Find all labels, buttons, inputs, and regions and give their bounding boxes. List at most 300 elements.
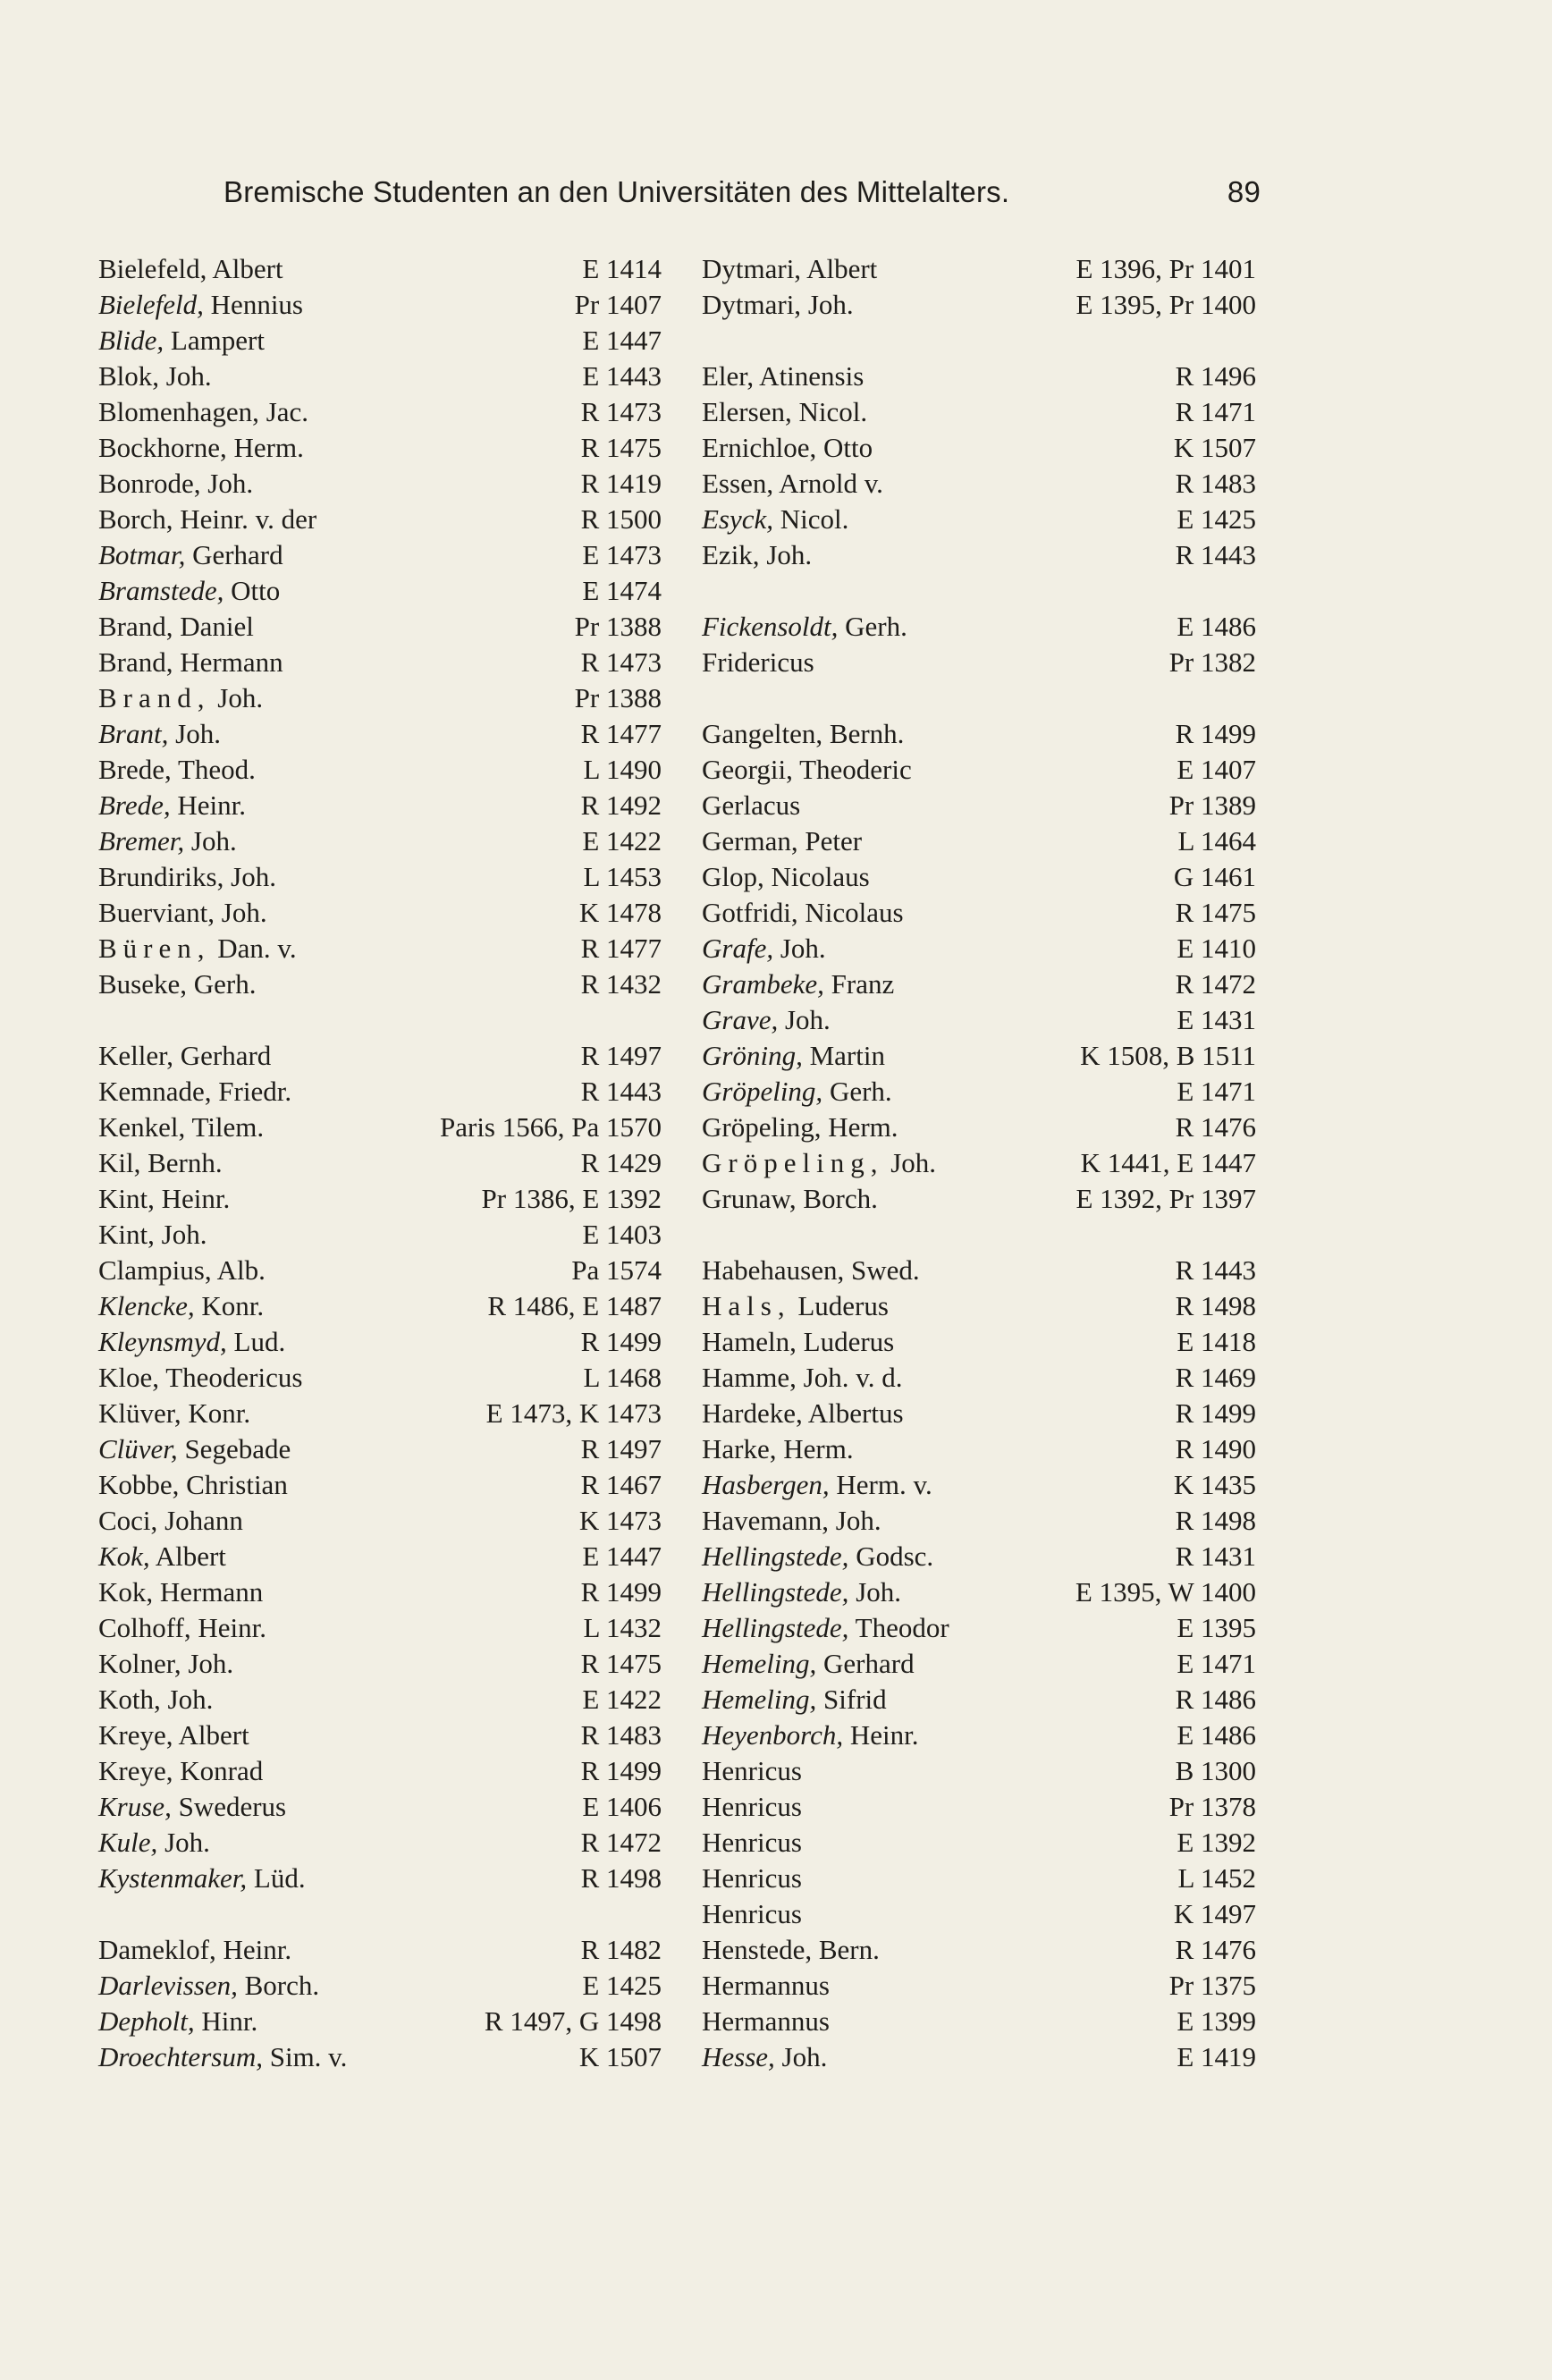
entry-given-name: Alb. <box>211 1254 266 1286</box>
entry-surname: Elersen, <box>702 396 792 427</box>
register-entry <box>98 680 662 716</box>
entry-matriculation: R 1429 <box>580 1147 662 1178</box>
entry-surname: Grafe, <box>702 933 774 964</box>
entry-surname: Kreye, <box>98 1755 173 1786</box>
entry-surname: Blide, <box>98 325 164 356</box>
register-entry <box>702 1431 1256 1467</box>
register-entry <box>98 823 662 859</box>
register-entry <box>702 1682 1256 1717</box>
entry-given-name: Swederus <box>171 1791 287 1822</box>
entry-surname: Buerviant, <box>98 897 215 928</box>
entry-name <box>98 1110 264 1145</box>
register-entry <box>702 1646 1256 1682</box>
entry-given-name: Joh. <box>154 1219 207 1250</box>
entry-name <box>702 1110 898 1145</box>
entry-matriculation: Pa 1574 <box>571 1254 662 1286</box>
entry-matriculation: R 1486 <box>1175 1684 1256 1715</box>
register-entry <box>98 1646 662 1682</box>
entry-matriculation: R 1499 <box>1175 1397 1256 1429</box>
entry-surname: Depholt, <box>98 2005 195 2037</box>
entry-given-name: Albert <box>173 1719 249 1751</box>
entry-given-name: Albert <box>207 253 283 284</box>
entry-surname: Clampius, <box>98 1254 212 1286</box>
entry-name <box>98 931 297 966</box>
entry-name <box>702 752 912 788</box>
entry-surname: Henricus <box>702 1791 802 1822</box>
entry-matriculation: R 1475 <box>1175 897 1256 928</box>
entry-matriculation: E 1395 <box>1177 1612 1256 1643</box>
entry-surname: Brede, <box>98 789 171 821</box>
entry-name <box>98 823 237 859</box>
entry-surname: Bockhorne, <box>98 432 227 463</box>
entry-surname: Blomenhagen, <box>98 396 259 427</box>
entry-given-name: Theodor <box>848 1612 949 1643</box>
entry-surname: Büren, <box>98 933 211 964</box>
entry-name <box>98 1789 286 1825</box>
entry-given-name: Atinensis <box>754 360 865 392</box>
entry-name <box>98 1145 223 1181</box>
entry-name <box>702 931 826 966</box>
register-entry <box>98 1324 662 1360</box>
entry-name <box>702 537 812 573</box>
entry-matriculation: E 1395, W 1400 <box>1075 1576 1256 1608</box>
entry-matriculation: E 1396, Pr 1401 <box>1075 253 1256 284</box>
entry-matriculation: Pr 1388 <box>574 611 662 642</box>
entry-given-name: Joh. <box>181 1648 234 1679</box>
entry-given-name: Joh. <box>215 897 267 928</box>
entry-name <box>702 966 894 1002</box>
entry-given-name: Heinr. <box>154 1183 231 1214</box>
entry-given-name: Herm. <box>776 1433 854 1464</box>
register-entry <box>702 394 1256 430</box>
register-entry <box>702 716 1256 752</box>
entry-matriculation: K 1507 <box>1173 432 1256 463</box>
entry-surname: Colhoff, <box>98 1612 191 1643</box>
entry-matriculation: E 1418 <box>1177 1326 1256 1357</box>
register-entry <box>702 1181 1256 1217</box>
register-entry <box>98 1825 662 1861</box>
entry-matriculation: R 1498 <box>580 1862 662 1894</box>
entry-given-name: Borch. <box>796 1183 878 1214</box>
entry-given-name: Lud. <box>226 1326 286 1357</box>
entry-surname: Hermannus <box>702 1970 830 2001</box>
entry-matriculation: E 1431 <box>1177 1004 1256 1035</box>
entry-name <box>702 1896 802 1932</box>
register-entry <box>98 1574 662 1610</box>
entry-surname: Brede, <box>98 754 172 785</box>
register-entry <box>702 2004 1256 2039</box>
register-entry <box>98 1932 662 1968</box>
register-entry <box>98 1861 662 1896</box>
entry-name <box>702 466 883 502</box>
entry-given-name: Joh. <box>848 1576 902 1608</box>
entry-given-name: Joh. <box>773 933 826 964</box>
entry-matriculation: E 1410 <box>1177 933 1256 964</box>
entry-surname: Henricus <box>702 1827 802 1858</box>
register-entry <box>98 1968 662 2004</box>
register-entry <box>98 645 662 680</box>
register-entry <box>98 1181 662 1217</box>
entry-given-name: Albert <box>149 1540 226 1572</box>
register-entry <box>702 1467 1256 1503</box>
entry-surname: Hamme, <box>702 1362 797 1393</box>
entry-name <box>702 895 904 931</box>
entry-name <box>702 1253 920 1288</box>
entry-given-name: Gerh. <box>838 611 907 642</box>
entry-matriculation: R 1500 <box>580 503 662 535</box>
entry-surname: Dameklof, <box>98 1934 216 1965</box>
entry-matriculation: L 1468 <box>583 1362 662 1393</box>
register-entry <box>98 537 662 573</box>
entry-given-name: Daniel <box>173 611 254 642</box>
entry-given-name: Joh. <box>210 682 264 713</box>
entry-matriculation: K 1435 <box>1173 1469 1256 1500</box>
entry-given-name: Franz <box>823 968 895 1000</box>
entry-surname: Clüver, <box>98 1433 178 1464</box>
entry-matriculation: E 1422 <box>582 825 662 857</box>
entry-given-name: Joh. <box>160 1684 214 1715</box>
entry-matriculation: Pr 1407 <box>574 289 662 320</box>
register-entry <box>98 323 662 359</box>
entry-matriculation: Pr 1378 <box>1168 1791 1256 1822</box>
entry-surname: Kil, <box>98 1147 141 1178</box>
entry-surname: Havemann, <box>702 1505 830 1536</box>
entry-name <box>702 1539 933 1574</box>
entry-name <box>98 323 265 359</box>
entry-surname: Gotfridi, <box>702 897 798 928</box>
entry-matriculation: R 1443 <box>1175 1254 1256 1286</box>
entry-surname: Dytmari, <box>702 253 802 284</box>
right-column <box>702 251 1256 2075</box>
entry-given-name: Heinr. <box>843 1719 919 1751</box>
entry-given-name: Hermann <box>173 646 283 678</box>
entry-matriculation: E 1392 <box>1177 1827 1256 1858</box>
entry-given-name: Joh. <box>224 861 276 892</box>
entry-name <box>98 1074 291 1110</box>
register-entry <box>702 1324 1256 1360</box>
entry-surname: Koth, <box>98 1684 161 1715</box>
entry-given-name: Luderus <box>790 1290 889 1321</box>
entry-name <box>98 1503 243 1539</box>
entry-given-name: Gerh. <box>187 968 257 1000</box>
entry-surname: Brant, <box>98 718 169 749</box>
entry-name <box>702 1467 932 1503</box>
entry-matriculation: R 1432 <box>580 968 662 1000</box>
entry-matriculation: R 1467 <box>580 1469 662 1500</box>
register-entry <box>98 466 662 502</box>
entry-matriculation: R 1443 <box>1175 539 1256 570</box>
entry-name <box>98 1360 302 1396</box>
entry-matriculation: R 1419 <box>580 468 662 499</box>
entry-given-name: Bernh. <box>140 1147 223 1178</box>
register-entry <box>98 2004 662 2039</box>
register-entry <box>98 1288 662 1324</box>
entry-surname: Borch, <box>98 503 173 535</box>
entry-surname: Kemnade, <box>98 1076 212 1107</box>
entry-name <box>702 1396 904 1431</box>
entry-name <box>98 1682 213 1717</box>
entry-matriculation: K 1478 <box>578 897 662 928</box>
register-entry <box>702 1360 1256 1396</box>
entry-matriculation: E 1419 <box>1177 2041 1256 2072</box>
entry-matriculation: E 1447 <box>582 1540 662 1572</box>
entry-surname: Gröpeling, <box>702 1076 823 1107</box>
register-entry <box>98 1396 662 1431</box>
entry-matriculation: R 1475 <box>580 432 662 463</box>
entry-surname: Bramstede, <box>98 575 224 606</box>
entry-name <box>702 859 870 895</box>
entry-surname: Habehausen, <box>702 1254 845 1286</box>
entry-matriculation: E 1406 <box>582 1791 662 1822</box>
entry-matriculation: R 1469 <box>1175 1362 1256 1393</box>
entry-given-name: Gerhard <box>173 1040 272 1071</box>
entry-name <box>702 823 862 859</box>
left-column <box>98 251 662 2075</box>
register-entry <box>702 1038 1256 1074</box>
entry-matriculation: E 1471 <box>1177 1076 1256 1107</box>
entry-name <box>702 1503 881 1539</box>
register-entry <box>98 966 662 1002</box>
entry-name <box>98 1574 263 1610</box>
entry-surname: Botmar, <box>98 539 186 570</box>
entry-matriculation: R 1486, E 1487 <box>487 1290 662 1321</box>
entry-surname: Hellingstede, <box>702 1612 849 1643</box>
register-entry <box>98 1431 662 1467</box>
register-entry <box>702 859 1256 895</box>
entry-surname: Buseke, <box>98 968 188 1000</box>
entry-name <box>702 1145 936 1181</box>
entry-matriculation: K 1507 <box>578 2041 662 2072</box>
entry-given-name: Bernh. <box>822 718 905 749</box>
entry-name <box>98 1253 266 1288</box>
entry-given-name: Sim. v. <box>262 2041 348 2072</box>
register-entry <box>98 1753 662 1789</box>
register-entry <box>98 359 662 394</box>
register-entry <box>98 1610 662 1646</box>
entry-name <box>98 1968 319 2004</box>
entry-given-name: Albert <box>801 253 878 284</box>
entry-name <box>98 1539 226 1574</box>
entry-surname: Bremer, <box>98 825 185 857</box>
entry-matriculation: R 1497 <box>580 1433 662 1464</box>
entry-given-name: Joh. <box>759 539 813 570</box>
register-entry <box>702 1968 1256 2004</box>
entry-name <box>98 573 280 609</box>
entry-matriculation: E 1474 <box>582 575 662 606</box>
entry-given-name: Heinr. <box>215 1934 292 1965</box>
register-entry <box>98 1145 662 1181</box>
entry-matriculation: R 1499 <box>580 1576 662 1608</box>
entry-surname: Hardeke, <box>702 1397 803 1429</box>
entry-matriculation: R 1490 <box>1175 1433 1256 1464</box>
entry-given-name: Otto <box>816 432 873 463</box>
entry-matriculation: R 1473 <box>580 646 662 678</box>
entry-name <box>702 251 877 287</box>
entry-matriculation: R 1473 <box>580 396 662 427</box>
register-entry <box>98 1682 662 1717</box>
entry-given-name: Godsc. <box>848 1540 934 1572</box>
entry-name <box>702 1360 902 1396</box>
entry-name <box>98 466 253 502</box>
entry-surname: Glop, <box>702 861 764 892</box>
entry-given-name: Joh. <box>157 1827 210 1858</box>
register-entry <box>98 1110 662 1145</box>
entry-surname: Kok, <box>98 1576 154 1608</box>
entry-given-name: Peter <box>797 825 863 857</box>
entry-matriculation: R 1476 <box>1175 1111 1256 1143</box>
register-entry <box>98 859 662 895</box>
entry-name <box>98 1431 291 1467</box>
entry-matriculation: E 1443 <box>582 360 662 392</box>
entry-given-name: Gerhard <box>185 539 283 570</box>
entry-surname: Brundiriks, <box>98 861 224 892</box>
register-entry <box>702 537 1256 573</box>
entry-name <box>702 1324 894 1360</box>
register-entry <box>702 1110 1256 1145</box>
register-entry <box>702 645 1256 680</box>
entry-given-name: Joh. <box>778 1004 831 1035</box>
entry-surname: Kint, <box>98 1183 155 1214</box>
entry-surname: Harke, <box>702 1433 777 1464</box>
entry-given-name: Joh. v. d. <box>796 1362 903 1393</box>
entry-matriculation: R 1483 <box>580 1719 662 1751</box>
entry-matriculation: K 1497 <box>1173 1898 1256 1929</box>
register-entry <box>98 1789 662 1825</box>
register-entry <box>98 716 662 752</box>
entry-surname: Gröpeling, <box>702 1111 822 1143</box>
entry-given-name: Bern. <box>812 1934 880 1965</box>
entry-given-name: Hennius <box>203 289 303 320</box>
entry-matriculation: R 1496 <box>1175 360 1256 392</box>
entry-name <box>98 680 263 716</box>
entry-matriculation: E 1414 <box>582 253 662 284</box>
entry-name <box>702 645 814 680</box>
entry-given-name: Konr. <box>194 1290 265 1321</box>
entry-given-name: Konrad <box>173 1755 264 1786</box>
entry-name <box>98 1396 250 1431</box>
entry-surname: Kolner, <box>98 1648 181 1679</box>
register-entry <box>702 752 1256 788</box>
entry-surname: Kule, <box>98 1827 158 1858</box>
entry-matriculation: Pr 1388 <box>574 682 662 713</box>
entry-given-name: Joh. <box>801 289 854 320</box>
entry-matriculation: E 1395, Pr 1400 <box>1075 289 1256 320</box>
entry-matriculation: Paris 1566, Pa 1570 <box>440 1111 662 1143</box>
entry-name <box>702 1646 915 1682</box>
entry-given-name: Konr. <box>181 1397 251 1429</box>
entry-surname: Henricus <box>702 1862 802 1894</box>
register-entry <box>98 1253 662 1288</box>
entry-matriculation: R 1431 <box>1175 1540 1256 1572</box>
entry-matriculation: Pr 1389 <box>1168 789 1256 821</box>
entry-name <box>702 359 864 394</box>
entry-surname: Esyck, <box>702 503 774 535</box>
entry-surname: Klencke, <box>98 1290 195 1321</box>
entry-given-name: Joh. <box>774 2041 828 2072</box>
register-entry <box>702 1539 1256 1574</box>
entry-name <box>98 1288 264 1324</box>
register-entry <box>702 609 1256 645</box>
entry-given-name: Nicolaus <box>763 861 870 892</box>
register-entry <box>98 1539 662 1574</box>
entry-surname: Fridericus <box>702 646 814 678</box>
entry-name <box>98 502 316 537</box>
entry-surname: Bielefeld, <box>98 289 204 320</box>
entry-name <box>702 716 904 752</box>
entry-surname: Droechtersum, <box>98 2041 263 2072</box>
entry-matriculation: R 1498 <box>1175 1290 1256 1321</box>
entry-name <box>98 287 303 323</box>
register-entry <box>702 1253 1256 1288</box>
entry-surname: Kloe, <box>98 1362 160 1393</box>
entry-matriculation: K 1441, E 1447 <box>1080 1147 1256 1178</box>
entry-matriculation: E 1486 <box>1177 611 1256 642</box>
register-entry <box>702 1074 1256 1110</box>
entry-matriculation: L 1452 <box>1177 1862 1256 1894</box>
entry-name <box>702 1038 885 1074</box>
entry-matriculation: K 1473 <box>578 1505 662 1536</box>
entry-name <box>98 966 257 1002</box>
entry-surname: Hellingstede, <box>702 1576 849 1608</box>
entry-name <box>98 1932 291 1968</box>
entry-given-name: Heinr. <box>170 789 246 821</box>
register-entry <box>98 251 662 287</box>
register-entry <box>98 1717 662 1753</box>
entry-matriculation: R 1499 <box>1175 718 1256 749</box>
entry-surname: Hameln, <box>702 1326 797 1357</box>
entry-name <box>98 394 308 430</box>
register-entry <box>98 1360 662 1396</box>
entry-given-name: Joh. <box>184 825 237 857</box>
entry-surname: Keller, <box>98 1040 173 1071</box>
entry-surname: Eler, <box>702 360 755 392</box>
entry-name <box>702 1753 802 1789</box>
register-entry <box>98 1038 662 1074</box>
entry-name <box>702 609 907 645</box>
entry-given-name: Sifrid <box>816 1684 887 1715</box>
page-header <box>224 175 1261 218</box>
entry-surname: Georgii, <box>702 754 793 785</box>
entry-matriculation: R 1476 <box>1175 1934 1256 1965</box>
entry-given-name: Gerhard <box>816 1648 915 1679</box>
entry-name <box>702 287 854 323</box>
register-entry <box>702 287 1256 323</box>
entry-name <box>702 1825 802 1861</box>
entry-surname: German, <box>702 825 798 857</box>
register-entry <box>702 1932 1256 1968</box>
entry-surname: Henricus <box>702 1898 802 1929</box>
entry-given-name: Herm. v. <box>829 1469 932 1500</box>
entry-surname: Hasbergen, <box>702 1469 830 1500</box>
entry-surname: Blok, <box>98 360 160 392</box>
entry-given-name: Otto <box>224 575 281 606</box>
register-entry <box>702 1574 1256 1610</box>
register-entry <box>98 1503 662 1539</box>
entry-name <box>98 1217 207 1253</box>
entry-given-name: Joh. <box>883 1147 937 1178</box>
entry-surname: Grambeke, <box>702 968 824 1000</box>
entry-matriculation: E 1399 <box>1177 2005 1256 2037</box>
entry-surname: Kok, <box>98 1540 150 1572</box>
entry-name <box>702 502 848 537</box>
entry-name <box>702 1682 887 1717</box>
entry-given-name: Martin <box>802 1040 885 1071</box>
entry-surname: Kenkel, <box>98 1111 186 1143</box>
entry-matriculation: R 1482 <box>580 1934 662 1965</box>
entry-name <box>98 1610 266 1646</box>
entry-matriculation: R 1497 <box>580 1040 662 1071</box>
entry-name <box>702 1932 880 1968</box>
